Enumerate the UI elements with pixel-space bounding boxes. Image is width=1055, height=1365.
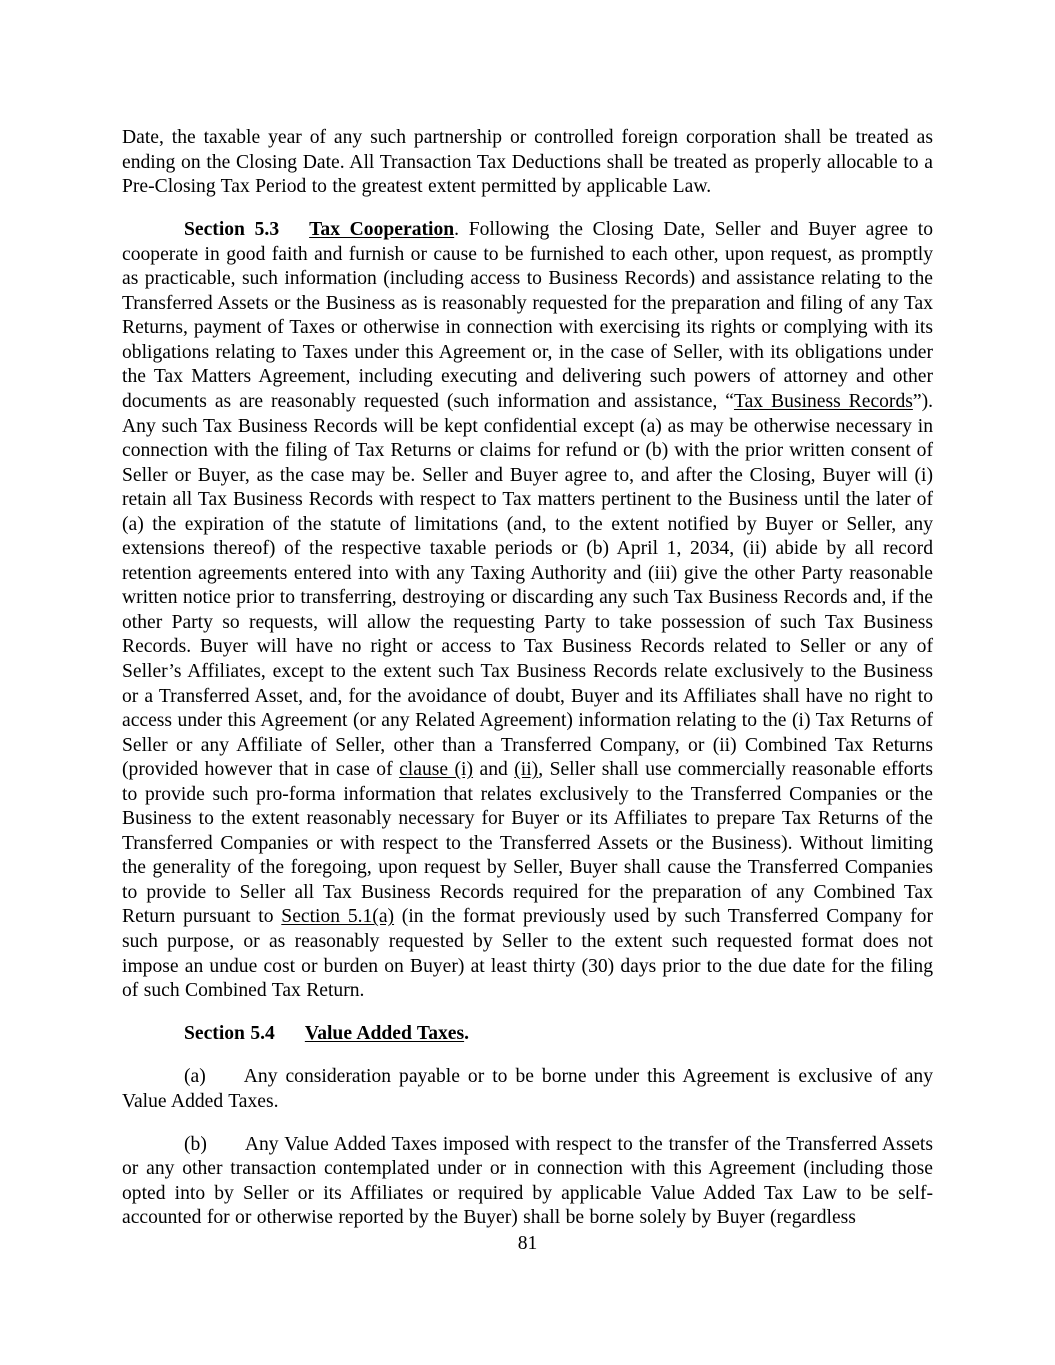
- continuation-paragraph: [122, 126, 933, 200]
- section-5-3-paragraph: [122, 218, 933, 1004]
- document-body: [122, 126, 933, 1249]
- text-run: .: [464, 1023, 470, 1045]
- page-number: 81: [517, 1233, 538, 1254]
- section-title: Tax Cooperation: [309, 219, 455, 241]
- section-number: Section 5.3: [184, 219, 280, 241]
- cross-ref-section-5-1-a: Section 5.1(a): [281, 906, 395, 928]
- cross-ref-clause-ii: (ii): [514, 759, 539, 781]
- text-run: and: [473, 759, 515, 781]
- clause-b-paragraph: [122, 1133, 933, 1231]
- section-number: Section 5.4: [184, 1023, 275, 1045]
- text-run: ”). Any such Tax Business Records will be kept confidential except (a) as may be otherwise necessary in connection with the filing of Tax Returns or claims for refund or (b) with the prior written consent of Seller or Buyer, as the case may be. Seller and Buyer agree to, and after the Closing, Buyer will (i) retain all Tax Business Records with respect to Tax matters pertinent to the Business until the later of (a) the expiration of the statute of limitations (and, to the extent notified by Buyer or Seller, any extensions thereof) of the respective taxable periods or (b) April 1, 2034, (ii) abide by all record retention agreements entered into with any Taxing Authority and (iii) give the other Party reasonable written notice prior to transferring, destroying or discarding any such Tax Business Records and, if the other Party so requests, will allow the requesting Party to take possession of such Tax Business Records. Buyer will have no right or access to Tax Business Records related to Seller or any of Seller’s Affiliates, except to the extent such Tax Business Records relate exclusively to the Business or a Transferred Asset, and, for the avoidance of doubt, Buyer and its Affiliates shall have no right to access under this Agreement (or any Related Agreement) information relating to the (i) Tax Returns of Seller or any Affiliate of Seller, other than a Transferred Company, or (ii) Combined Tax Returns (provided however that in case of: [122, 390, 934, 781]
- cross-ref-clause-i: clause (i): [399, 759, 474, 781]
- defined-term-tax-business-records: Tax Business Records: [733, 390, 913, 412]
- section-title: Value Added Taxes: [304, 1023, 465, 1045]
- text-run: Any consideration payable or to be borne under this Agreement is exclusive of any Value Added Taxes.: [122, 1066, 933, 1112]
- text-run: (in the format previously used by such Transferred Company for such purpose, or as reasonably requested by Seller to the extent such requested format does not impose an undue cost or burden on Buyer) at least thirty (30) days prior to the due date for the filing of such Combined Tax Return.: [122, 906, 933, 1002]
- text-run: , Seller shall use commercially reasonable efforts to provide such pro-forma information that relates exclusively to the Transferred Companies or the Business to the extent reasonably necessary for Buyer or its Affiliates to prepare Tax Returns of the Transferred Companies or with respect to the Transferred Assets or the Business). Without limiting the generality of the foregoing, upon request by Seller, Buyer shall cause the Transferred Companies to provide to Seller all Tax Business Records required for the preparation of any Combined Tax Return pursuant to: [122, 759, 934, 928]
- list-marker: (a): [184, 1066, 206, 1088]
- text-run: Any Value Added Taxes imposed with respect to the transfer of the Transferred Assets or any other transaction contemplated under or in connection with this Agreement (including those opted into by Seller or its Affiliates or required by applicable Value Added Tax Law to be self-accounted for or otherwise reported by the Buyer) shall be borne solely by Buyer (regardless: [122, 1133, 933, 1229]
- section-5-4-heading: [122, 1022, 933, 1047]
- text-run: . Following the Closing Date, Seller and Buyer agree to cooperate in good faith and furnish or cause to be furnished to each other, upon request, as promptly as practicable, such information (including access to Business Records) and assistance relating to the Transferred Assets or the Business as is reasonably requested for the preparation and filing of any Tax Returns, payment of Taxes or otherwise in connection with exercising its rights or complying with its obligations relating to Taxes under this Agreement or, in the case of Seller, with its obligations under the Tax Matters Agreement, including executing and delivering such powers of attorney and other documents as are reasonably requested (such information and assistance, “: [122, 219, 933, 412]
- clause-a-paragraph: [122, 1065, 933, 1114]
- text-run: Date, the taxable year of any such partnership or controlled foreign corporation shall be treated as ending on the Closing Date. All Transaction Tax Deductions shall be treated as properly allocable to a Pre-Closing Tax Period to the greatest extent permitted by applicable Law.: [122, 127, 933, 198]
- list-marker: (b): [184, 1133, 207, 1155]
